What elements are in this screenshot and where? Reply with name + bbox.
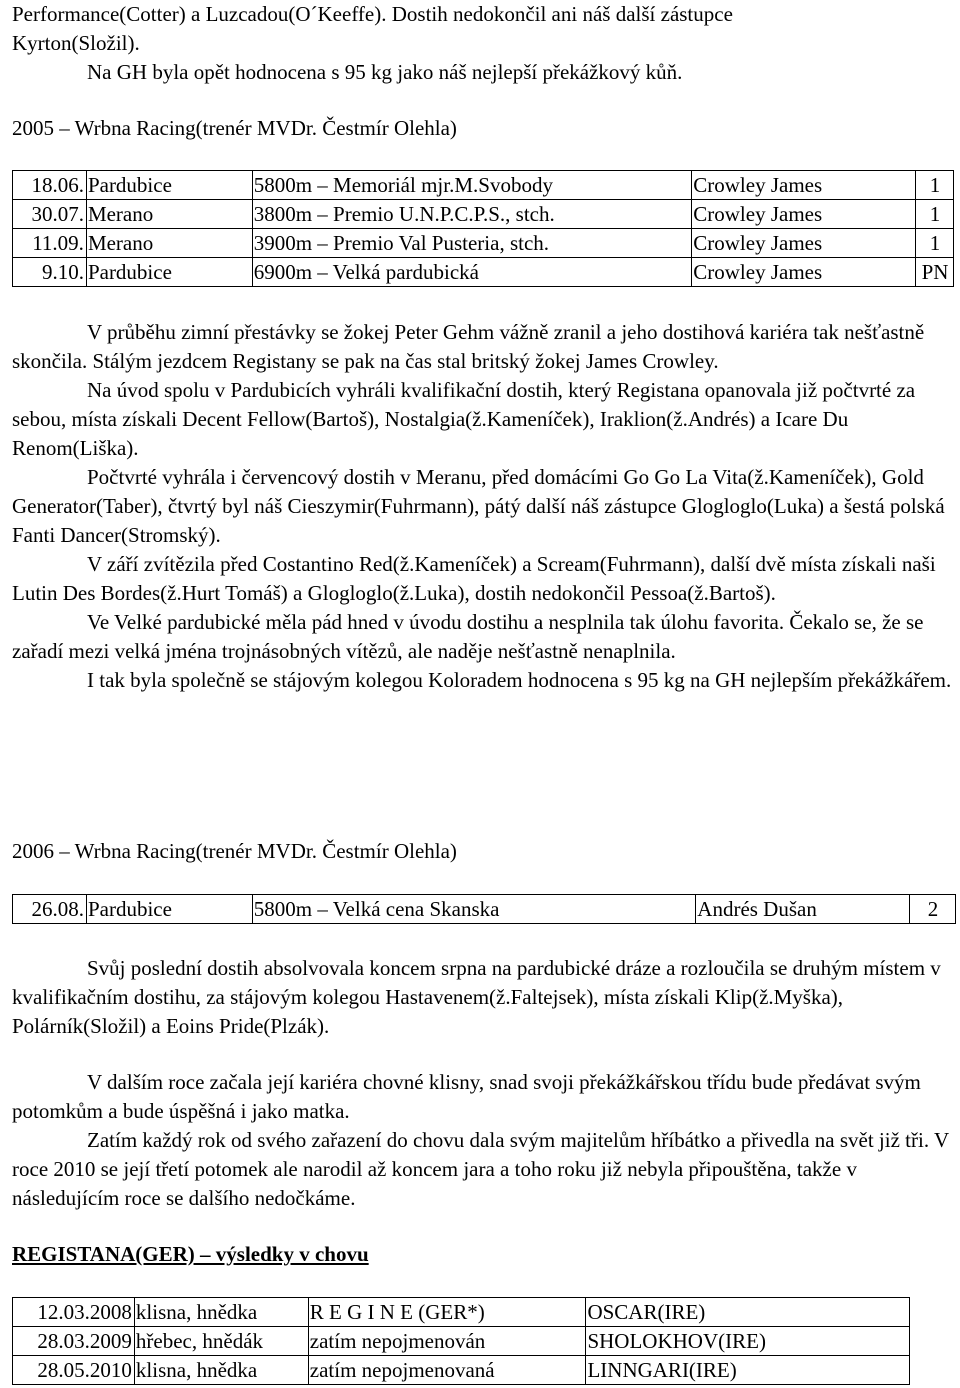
paragraph: Zatím každý rok od svého zařazení do chovu dala svým majitelům hříbátko a přivedla na svět již tři. V roce 2010 se její třetí potomek ale narodil až koncem jara a toho roku již nebyla připouštěna, takže v následujícím roce se dalšího nedočkáme. [12,1128,949,1210]
table-row [13,895,956,924]
season-2006-results-table [12,894,956,924]
season-2006-report: Svůj poslední dostih absolvovala koncem srpna na pardubické dráze a rozloučila se druhým místem v kvalifikačním dostihu, za stájovým kolegou Hastavenem(ž.Faltejsek), místa získali Klip(ž.Myška), Polárník(Složil) a Eoins Pride(Plzák). [12,956,941,1038]
table-row [13,200,954,229]
race-name: 5800m – Velká cena Skanska [252,895,696,924]
breeding-career [12,1068,952,1213]
race-result: 2 [910,895,956,924]
foal-name: zatím nepojmenovaná [308,1356,586,1385]
race-jockey: Crowley James [692,229,916,258]
foal-sex: klisna, hnědka [134,1356,308,1385]
race-place: Pardubice [86,895,252,924]
foal-sire: LINNGARI(IRE) [586,1356,910,1385]
race-name: 5800m – Memoriál mjr.M.Svobody [252,171,692,200]
season-2006-heading: 2006 – Wrbna Racing(trenér MVDr. Čestmír Olehla) [12,839,457,863]
season-2005-heading: 2005 – Wrbna Racing(trenér MVDr. Čestmír Olehla) [12,116,457,140]
race-date: 30.07. [13,200,87,229]
paragraph: V dalším roce začala její kariéra chovné klisny, snad svoji překážkářskou třídu bude předávat svým potomkům a bude úspěšná i jako matka. [12,1070,921,1123]
season-2005-results-table [12,170,954,287]
paragraph: I tak byla společně se stájovým kolegou Koloradem hodnocena s 95 kg na GH nejlepším překážkářem. [87,668,952,692]
season-2005-report [12,318,952,695]
table-row [13,1327,910,1356]
paragraph: Na úvod spolu v Pardubicích vyhráli kvalifikační dostih, který Registana opanovala již počtvrté za sebou, místa získali Decent Fellow(Bartoš), Nostalgia(ž.Kameníček), Iraklion(ž.Andrés) a Icare Du Renom(Liška). [12,378,916,460]
race-result: 1 [915,229,953,258]
race-place: Merano [86,229,252,258]
paragraph: V září zvítězila před Costantino Red(ž.Kameníček) a Scream(Fuhrmann), další dvě místa získali naši Lutin Des Bordes(ž.Hurt Tomáš) a Glogloglo(ž.Luka), dostih nedokončil Pessoa(ž.Bartoš). [12,552,936,605]
race-jockey: Andrés Dušan [696,895,910,924]
foal-sire: SHOLOKHOV(IRE) [586,1327,910,1356]
intro-gh-note: Na GH byla opět hodnocena s 95 kg jako náš nejlepší překážkový kůň. [87,60,683,84]
foal-birth-date: 28.03.2009 [13,1327,135,1356]
intro-line-1: Performance(Cotter) a Luzcadou(O´Keeffe). Dostih nedokončil ani náš další zástupce [12,2,733,26]
breeding-heading: REGISTANA(GER) – výsledky v chovu [12,1242,369,1266]
race-date: 26.08. [13,895,87,924]
breeding-results-table [12,1297,910,1385]
race-jockey: Crowley James [692,200,916,229]
race-name: 6900m – Velká pardubická [252,258,692,287]
table-row [13,1356,910,1385]
race-result: PN [915,258,953,287]
foal-sire: OSCAR(IRE) [586,1298,910,1327]
foal-name: zatím nepojmenován [308,1327,586,1356]
foal-birth-date: 28.05.2010 [13,1356,135,1385]
race-jockey: Crowley James [692,171,916,200]
race-jockey: Crowley James [692,258,916,287]
foal-sex: klisna, hnědka [134,1298,308,1327]
race-place: Merano [86,200,252,229]
race-name: 3800m – Premio U.N.P.C.P.S., stch. [252,200,692,229]
race-place: Pardubice [86,258,252,287]
table-row [13,1298,910,1327]
paragraph: Počtvrté vyhrála i červencový dostih v Meranu, před domácími Go Go La Vita(ž.Kameníček), Gold Generator(Taber), čtvrtý byl náš Cieszymir(Fuhrmann), pátý další náš zástupce Glogloglo(Luka) a šestá polská Fanti Dancer(Stromský). [12,465,945,547]
foal-sex: hřebec, hnědák [134,1327,308,1356]
table-row [13,171,954,200]
race-result: 1 [915,171,953,200]
paragraph: V průběhu zimní přestávky se žokej Peter Gehm vážně zranil a jeho dostihová kariéra tak nešťastně skončila. Stálým jezdcem Registany se pak na čas stal britský žokej James Crowley. [12,320,925,373]
table-row [13,229,954,258]
race-name: 3900m – Premio Val Pusteria, stch. [252,229,692,258]
paragraph: Ve Velké pardubické měla pád hned v úvodu dostihu a nesplnila tak úlohu favorita. Čekalo se, že se zařadí mezi velká jména trojnásobných vítězů, ale naděje nešťastně nenaplnila. [12,610,924,663]
foal-birth-date: 12.03.2008 [13,1298,135,1327]
race-result: 1 [915,200,953,229]
intro-line-2: Kyrton(Složil). [12,31,140,55]
race-date: 9.10. [13,258,87,287]
table-row [13,258,954,287]
race-place: Pardubice [86,171,252,200]
race-date: 11.09. [13,229,87,258]
foal-name: R E G I N E (GER*) [308,1298,586,1327]
race-date: 18.06. [13,171,87,200]
